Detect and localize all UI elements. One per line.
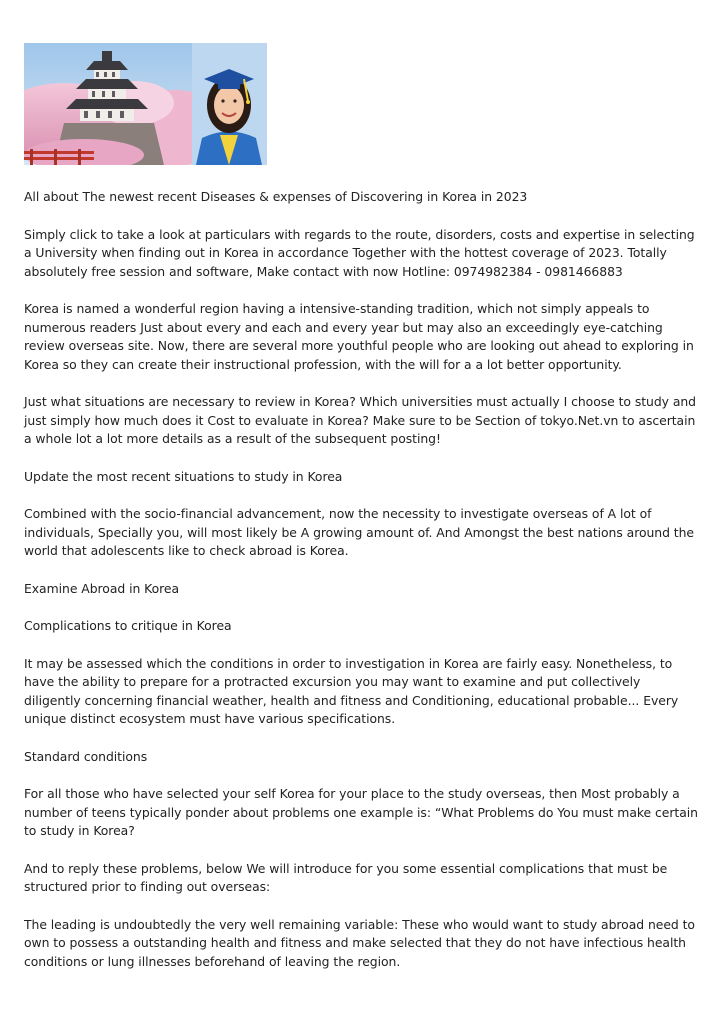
- paragraph: The leading is undoubtedly the very well remaining variable: These who would want to study abroad need to own to possess a outstanding health and fitness and make selected that they do not have infectious health conditions or lung illnesses beforehand of leaving the region.: [24, 916, 695, 969]
- section-heading: Examine Abroad in Korea: [24, 580, 180, 596]
- hero-image: [24, 43, 267, 165]
- article-body: [24, 188, 700, 971]
- section-heading: Update the most recent situations to study in Korea: [24, 468, 343, 484]
- article-title: All about The newest recent Diseases & expenses of Discovering in Korea in 2023: [24, 189, 528, 204]
- section-heading: Complications to critique in Korea: [24, 618, 232, 633]
- paragraph: Korea is named a wonderful region having a intensive-standing tradition, which not simply appeals to numerous readers Just about every and each and every year but may also an exceedingly eye-catching review overseas site. Now, there are several more youthful people who are looking out ahead to exploring in Korea so they can create their instructional profession, with the will for a a lot better opportunity.: [24, 301, 694, 372]
- paragraph: Combined with the socio-financial advancement, now the necessity to investigate overseas of A lot of individuals, Specially you, will most likely be A growing amount of. And Amongst the best nations around the world that adolescents like to check abroad is Korea.: [24, 506, 694, 558]
- paragraph: And to reply these problems, below We will introduce for you some essential complications that must be structured prior to finding out overseas:: [24, 860, 668, 894]
- paragraph: It may be assessed which the conditions in order to investigation in Korea are fairly easy. Nonetheless, to have the ability to prepare for a protracted excursion you may want to examine and put collectively diligently concerning financial weather, health and fitness and Conditioning, educational probable... Every unique distinct ecosystem must have various specifications.: [24, 655, 679, 726]
- section-heading: Standard conditions: [24, 748, 148, 764]
- page: [24, 43, 700, 990]
- paragraph: For all those who have selected your self Korea for your place to the study overseas, then Most probably a number of teens typically ponder about problems one example is: “What Problems do You must make certain to study in Korea?: [24, 786, 698, 838]
- paragraph: Just what situations are necessary to review in Korea? Which universities must actually I choose to study and just simply how much does it Cost to evaluate in Korea? Make sure to be Section of tokyo.Net.vn to ascertain a whole lot a lot more details as a result of the subsequent posting!: [24, 394, 696, 446]
- paragraph: Simply click to take a look at particulars with regards to the route, disorders, costs and expertise in selecting a University when finding out in Korea in accordance Together with the hottest coverage of 2023. Totally absolutely free session and software, Make contact with now Hotline: 0974982384 - 0981466883: [24, 226, 695, 279]
